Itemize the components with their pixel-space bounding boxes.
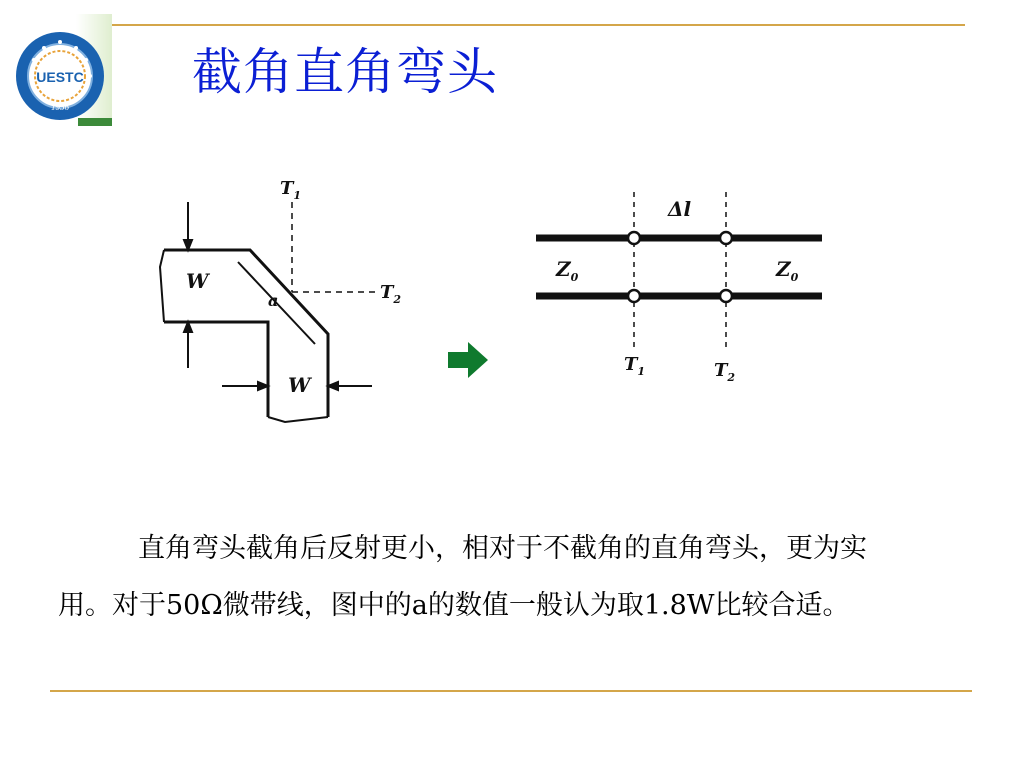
mitre-length-label: a (268, 291, 279, 310)
plane-t1-label: $T_1$ (624, 354, 646, 378)
university-seal-icon (14, 30, 106, 122)
logo-year: 1956 (51, 102, 69, 112)
mitred-bend-diagram (150, 172, 430, 432)
width-label-horizontal: W (186, 269, 209, 293)
z0-right-label: $Z_0$ (776, 257, 799, 284)
logo-abbr: UESTC (36, 69, 84, 85)
right-arrow-icon (446, 340, 490, 380)
bottom-rule (50, 690, 972, 692)
slide-title: 截角直角弯头 (192, 43, 498, 101)
equivalent-line-diagram (530, 180, 830, 390)
width-label-vertical: W (288, 373, 311, 397)
body-paragraph: 直角弯头截角后反射更小，相对于不截角的直角弯头，更为实用。对于50Ω微带线，图中的a的数值一般认为取1.8W比较合适。 (58, 533, 867, 621)
delta-l-label: Δl (668, 197, 692, 221)
plane-t1-label: $T_1$ (280, 178, 302, 202)
z0-left-label: $Z_0$ (556, 257, 579, 284)
plane-t2-label: $T_2$ (380, 282, 402, 306)
plane-t2-label: $T_2$ (714, 360, 736, 384)
top-rule (60, 24, 965, 26)
